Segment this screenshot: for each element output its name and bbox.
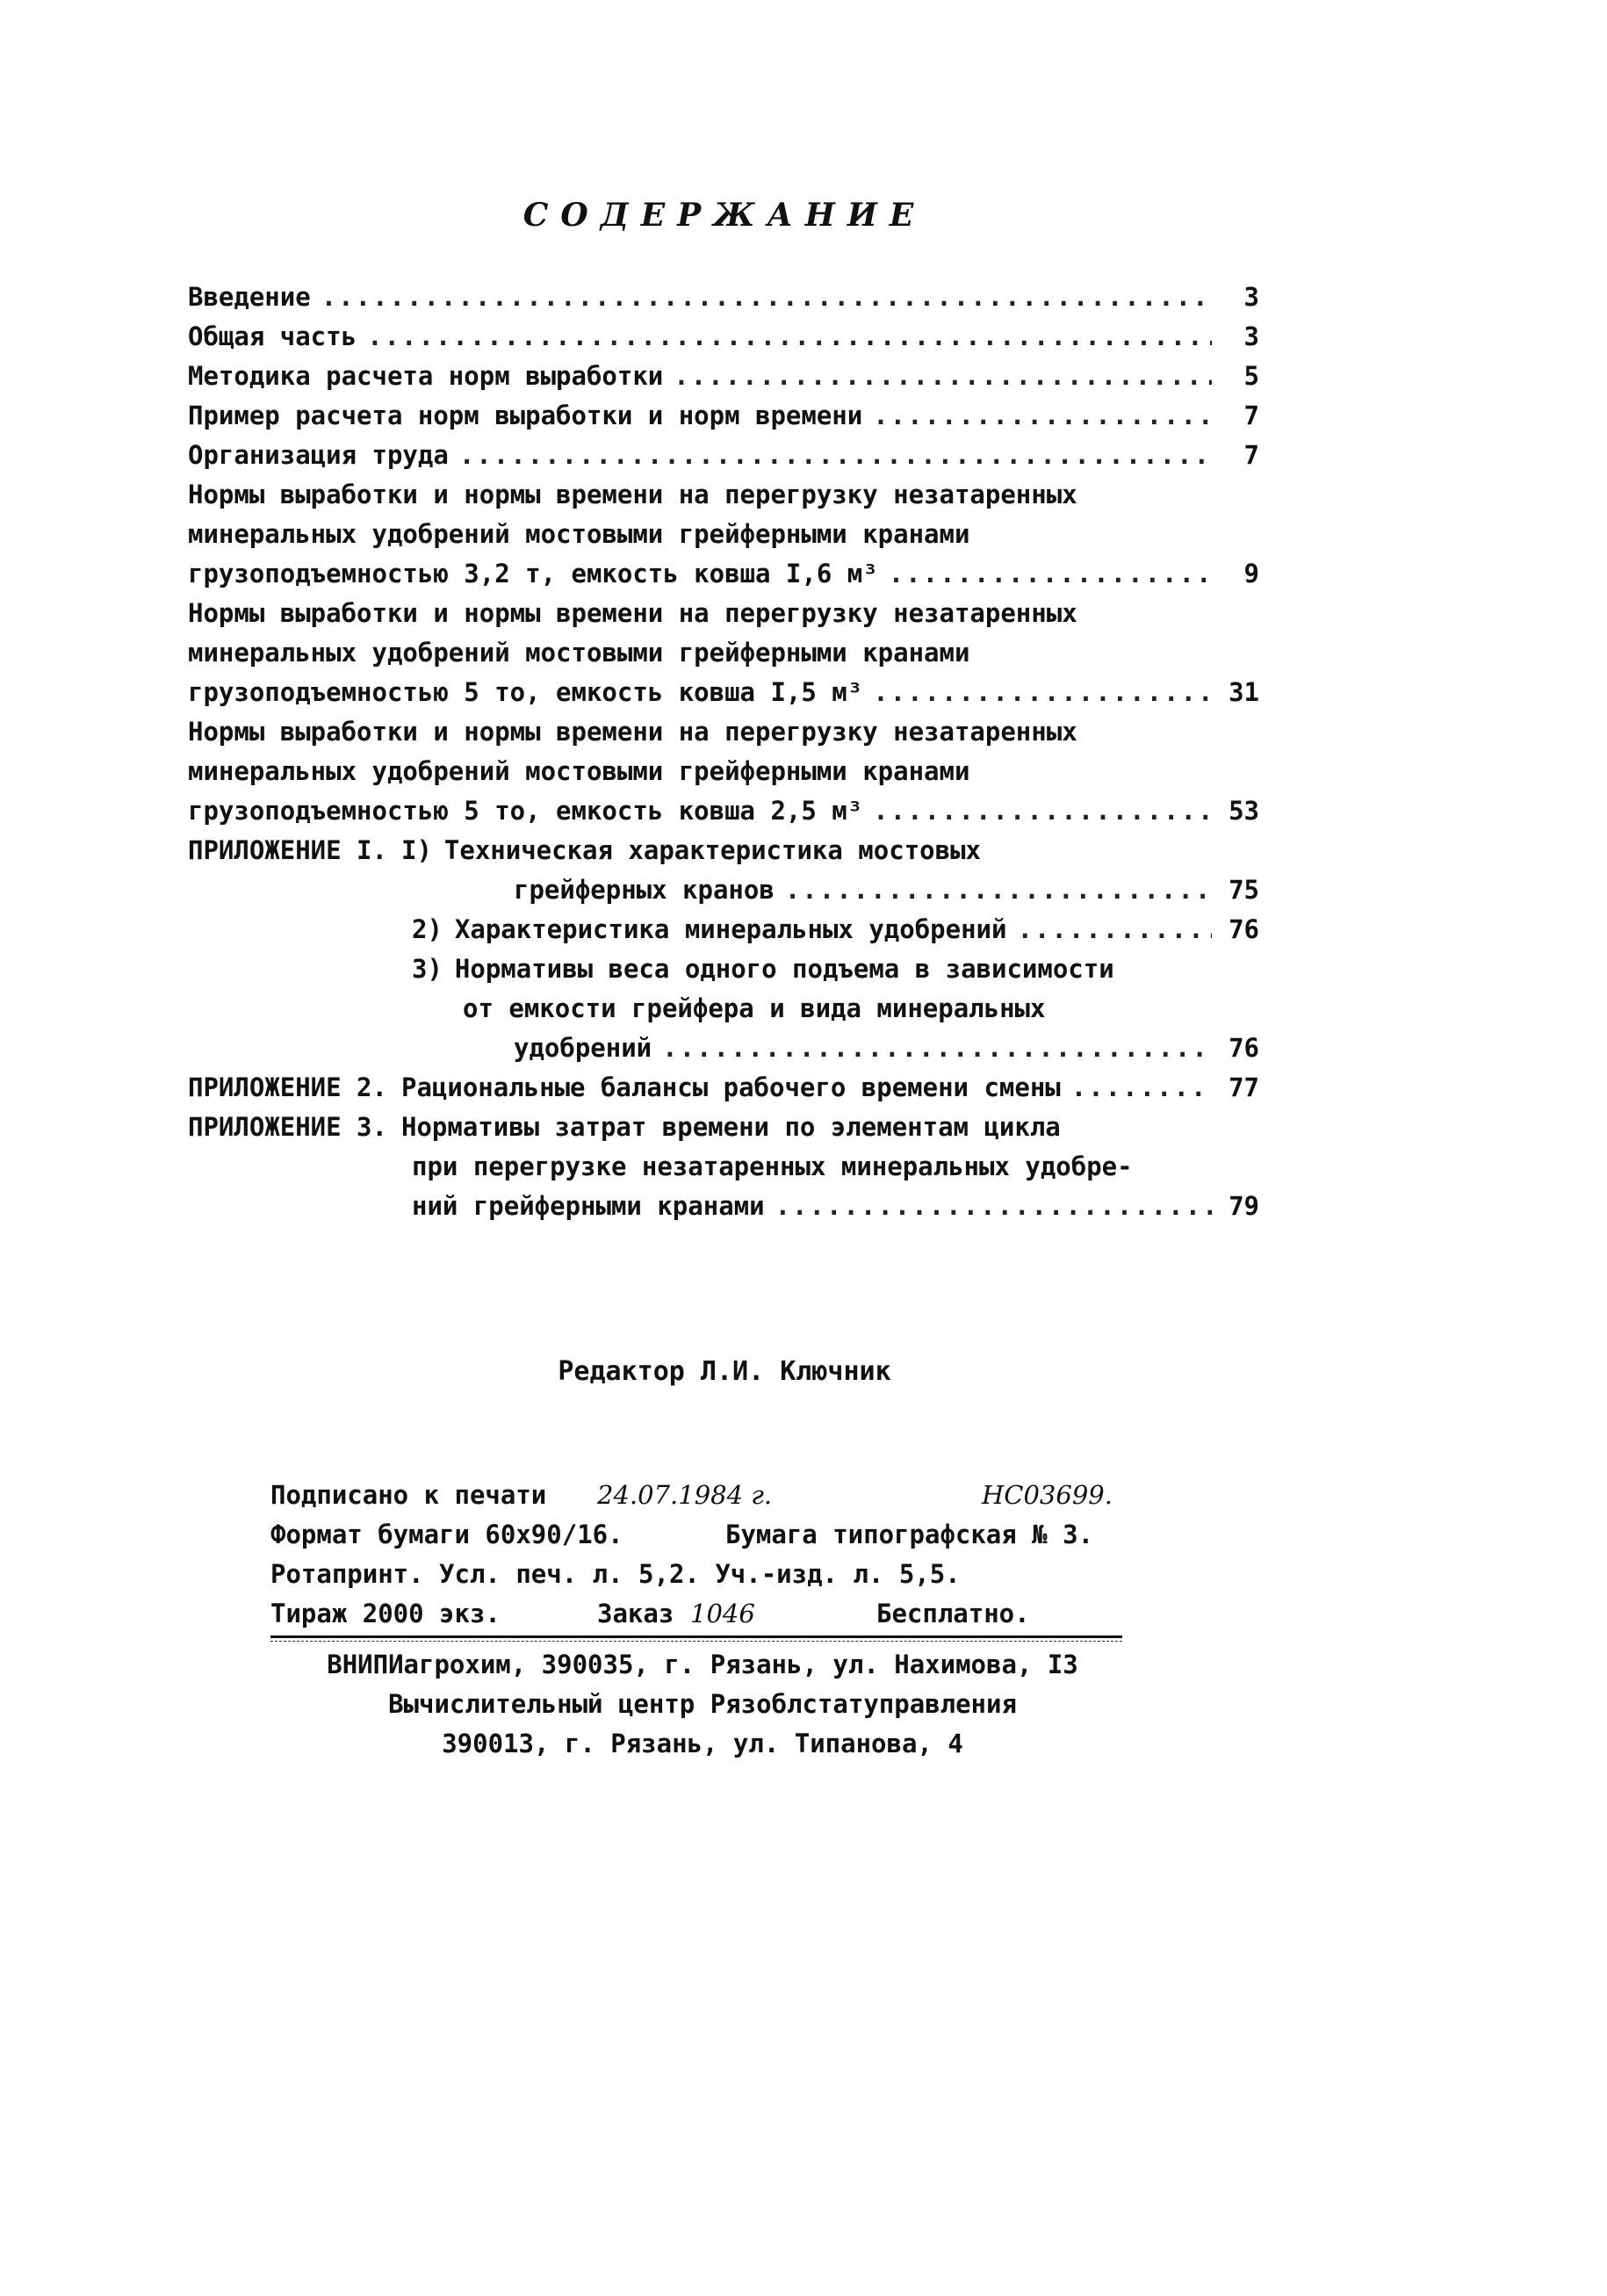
toc-entry-line: от емкости грейфера и вида минеральных (463, 993, 1046, 1023)
print-run: Тираж 2000 экз. (270, 1599, 501, 1628)
appendix-label: ПРИЛОЖЕНИЕ I. (188, 835, 387, 865)
toc-entry-line: при перегрузке незатаренных минеральных удобре- (412, 1152, 1133, 1181)
imprint-block (270, 1476, 1131, 1634)
toc-page-number: 9 (1243, 559, 1259, 588)
toc-page-number: 7 (1243, 401, 1259, 430)
toc-entry-text: Пример расчета норм выработки и норм времени (188, 401, 863, 430)
toc-entry (188, 1068, 1259, 1108)
imprint-rotaprint-line (270, 1555, 1131, 1594)
page-title: СОДЕРЖАНИЕ (522, 197, 926, 234)
toc-page-number: 79 (1229, 1191, 1259, 1221)
signed-label: Подписано к печати (270, 1480, 547, 1510)
toc-entry (188, 317, 1259, 357)
imprint-signed-line (270, 1476, 1131, 1515)
toc-entry (188, 673, 1259, 712)
toc-entry (188, 278, 1259, 317)
toc-entry-line: минеральных удобрений мостовыми грейферными кранами (188, 756, 970, 786)
toc-entry-line: 3) Нормативы веса одного подъема в зависимости (412, 954, 1114, 984)
toc-entry-text: грузоподъемностью 3,2 т, емкость ковша I,6 м³ (188, 559, 878, 588)
toc-entry-text: удобрений (514, 1033, 652, 1063)
toc-entry-line: Нормы выработки и нормы времени на перегрузку незатаренных (188, 598, 1077, 628)
toc-entry-line: Нормы выработки и нормы времени на перегрузку незатаренных (188, 717, 1077, 747)
toc-entry-line: минеральных удобрений мостовыми грейферными кранами (188, 638, 970, 668)
toc-page-number: 53 (1229, 796, 1259, 826)
divider (270, 1641, 1122, 1642)
toc-page-number: 3 (1243, 321, 1259, 351)
signed-date: 24.07.1984 г. (597, 1480, 773, 1510)
rotaprint-info: Ротапринт. Усл. печ. л. 5,2. Уч.-изд. л. 5,5. (270, 1559, 961, 1589)
toc-entry-text: Методика расчета норм выработки (188, 361, 664, 391)
toc-entry (188, 357, 1259, 396)
printer-name: Вычислительный центр Рязоблстатуправления (388, 1689, 1017, 1719)
toc-entry: 2) Характеристика минеральных удобрений ..... 76 (188, 910, 1259, 949)
toc-entry (188, 554, 1259, 594)
toc-entry-text: ний грейферными кранами (412, 1191, 765, 1221)
toc-entry (188, 436, 1259, 475)
toc-entry-line: минеральных удобрений мостовыми грейферными кранами (188, 519, 970, 549)
toc-page-number: 3 (1243, 282, 1259, 312)
imprint-format-line (270, 1515, 1131, 1555)
toc-page-number: 31 (1229, 677, 1259, 707)
toc-entry (188, 870, 1259, 910)
toc-entry-text: Введение (188, 282, 311, 312)
order-number: 1046 (690, 1599, 755, 1628)
toc-entry-text: Общая часть (188, 321, 357, 351)
paper-format: Формат бумаги 60х90/16. (270, 1520, 623, 1549)
toc-entry (188, 791, 1259, 831)
appendix-1-heading: ПРИЛОЖЕНИЕ I. I) Техническая характеристика мостовых (188, 831, 1259, 870)
toc-entry (188, 1029, 1259, 1068)
signed-code: НС03699. (982, 1480, 1113, 1510)
toc-entry-text: грейферных кранов (514, 875, 775, 905)
toc-entry-text: грузоподъемностью 5 то, емкость ковша I,5 м³ (188, 677, 863, 707)
toc-page-number: 76 (1229, 914, 1259, 944)
appendix-label: ПРИЛОЖЕНИЕ 3. (188, 1112, 387, 1142)
toc-entry (188, 1187, 1259, 1226)
toc-entry-text: Рациональные балансы рабочего времени смены (400, 1072, 1061, 1102)
toc-page-number: 77 (1229, 1072, 1259, 1102)
toc-entry (188, 396, 1259, 436)
toc-page-number: 7 (1243, 440, 1259, 470)
appendix-3-heading: ПРИЛОЖЕНИЕ 3. Нормативы затрат времени по элементам цикла (188, 1108, 1259, 1147)
paper-type: Бумага типографская № 3. (725, 1520, 1094, 1549)
price: Бесплатно. (876, 1599, 1030, 1628)
toc-entry-text: Организация труда (188, 440, 449, 470)
toc-page-number: 5 (1243, 361, 1259, 391)
imprint-print-run-line (270, 1594, 1131, 1634)
toc-entry-line: Нормы выработки и нормы времени на перегрузку незатаренных (188, 480, 1077, 509)
divider (270, 1635, 1122, 1638)
printer-address: 390013, г. Рязань, ул. Типанова, 4 (442, 1729, 963, 1758)
toc-entry-text: грузоподъемностью 5 то, емкость ковша 2,5 м³ (188, 796, 863, 826)
toc-entry-text: Характеристика минеральных удобрений (454, 914, 1007, 944)
toc-page-number: 75 (1229, 875, 1259, 905)
order-label: Заказ (597, 1599, 674, 1628)
table-of-contents (188, 278, 1259, 1226)
appendix-label: ПРИЛОЖЕНИЕ 2. (188, 1072, 387, 1102)
toc-page-number: 76 (1229, 1033, 1259, 1063)
publisher-address: ВНИПИагрохим, 390035, г. Рязань, ул. Нахимова, I3 (327, 1650, 1078, 1679)
editor-credit: Редактор Л.И. Ключник (558, 1356, 891, 1387)
